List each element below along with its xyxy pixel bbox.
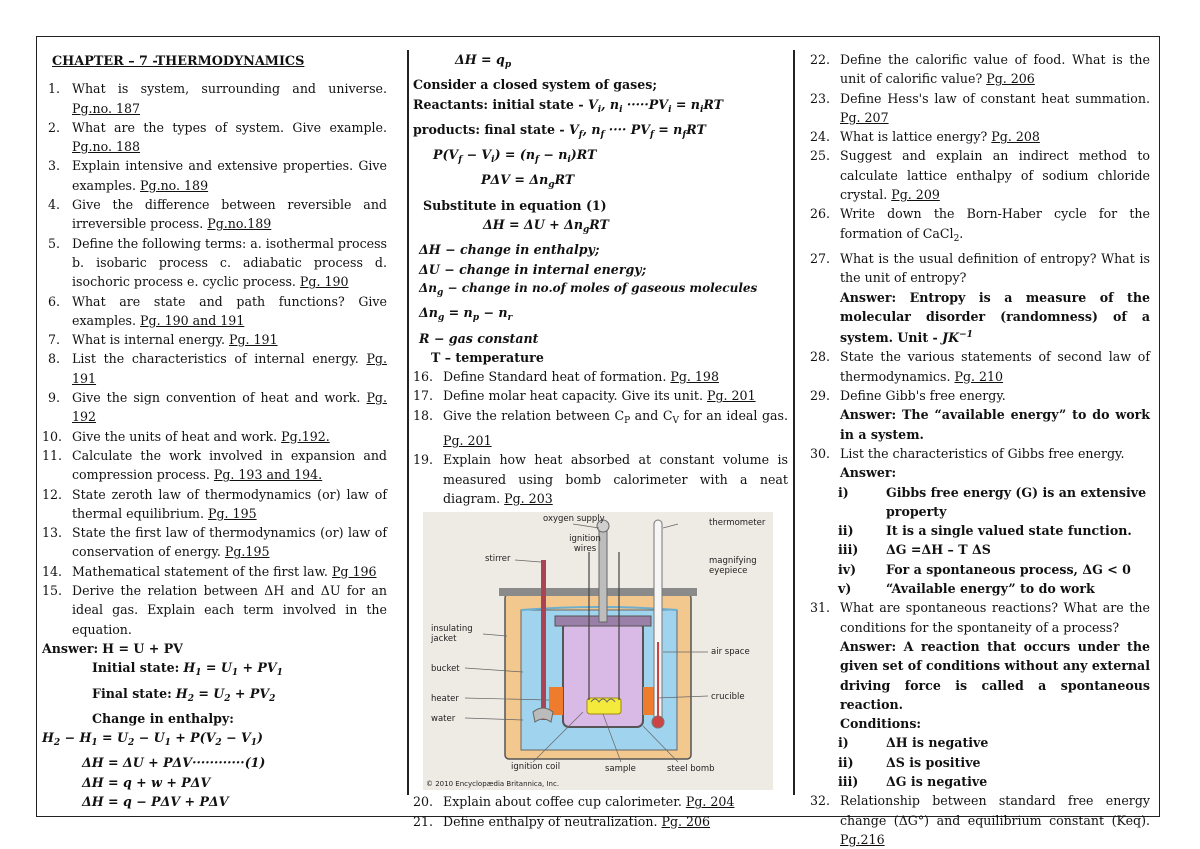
products-line: products: final state - $V_f$, $n_f$ ···· $PV_f = n_fRT$	[413, 121, 706, 140]
page-title: CHAPTER – 7 -THERMODYNAMICS	[52, 54, 305, 69]
question-14: 14. Mathematical statement of the first law. Pg 196	[42, 562, 387, 581]
answer-15	[42, 639, 387, 811]
question-2: 2. What are the types of system. Give example. Pg.no. 188	[48, 119, 387, 155]
page-reference: Pg. 191	[72, 351, 387, 386]
final-state-label: Final state:	[92, 685, 172, 701]
question-number: 2.	[48, 119, 61, 135]
page-reference: Pg. 210	[954, 368, 1004, 384]
question-number: 1.	[48, 81, 61, 97]
page-reference: Pg.no.189	[207, 216, 272, 232]
question-15: 15. Derive the relation between ΔH and ΔU for an ideal gas. Explain each term involved in the equation.	[42, 583, 387, 637]
question-number: 31.	[810, 600, 831, 616]
conditions-label: Conditions:	[840, 716, 922, 732]
question-4: 4. Give the difference between reversible and irreversible process. Pg.no.189	[48, 197, 387, 232]
question-24: 24. What is lattice energy? Pg. 208	[810, 127, 1150, 146]
spontaneity-condition-3: iii) ΔG is negative	[838, 773, 988, 789]
question-21: 21. Define enthalpy of neutralization. Pg. 206	[413, 812, 788, 831]
question-number: 21.	[413, 813, 434, 829]
page-reference: Pg. 206	[986, 71, 1035, 87]
label-oxygen-supply: oxygen supply	[543, 514, 605, 525]
question-22: 22. Define the calorific value of food. What is the unit of calorific value? Pg. 206	[810, 52, 1150, 87]
question-19: 19. Explain how heat absorbed at constant volume is measured using bomb calorimeter with a neat diagram. Pg. 203	[413, 452, 788, 506]
page-reference: Pg. 193 and 194.	[213, 467, 323, 483]
gibbs-characteristic-5: v) “Available energy” to do work	[838, 581, 1095, 597]
question-number: 9.	[48, 390, 61, 406]
question-3: 3. Explain intensive and extensive properties. Give examples. Pg.no. 189	[48, 158, 387, 193]
page-reference: Pg.192.	[281, 428, 330, 444]
question-31: 31. What are spontaneous reactions? What are the conditions for the spontaneity of a process? Answer: A reaction that occurs under the given set of conditions without any external driving force is called a spontaneous reaction. Conditions:	[810, 598, 1150, 733]
label-crucible: crucible	[711, 692, 745, 703]
question-17: 17. Define molar heat capacity. Give its unit. Pg. 201	[413, 386, 788, 405]
question-number: 5.	[48, 235, 61, 251]
eq-3: ΔH = q − PΔV + PΔV	[82, 793, 229, 809]
label-magnifying-eyepiece: magnifying eyepiece	[709, 556, 757, 577]
conditions-list	[810, 733, 1150, 791]
page-reference: Pg. 206	[661, 813, 711, 829]
question-12: 12. State zeroth law of thermodynamics (or) law of thermal equilibrium. Pg. 195	[42, 486, 387, 521]
question-5: 5. Define the following terms: a. isothermal process b. isobaric process c. adiabatic process d. isochoric process e. cyclic process. Pg. 190	[48, 235, 388, 290]
question-number: 6.	[48, 293, 61, 309]
equation-h: H = U + PV	[102, 640, 183, 656]
page-reference: Pg. 204	[685, 794, 735, 810]
question-list-3	[810, 50, 1150, 483]
column-divider-left	[407, 50, 409, 795]
question-number: 27.	[810, 250, 831, 266]
question-10: 10. Give the units of heat and work. Pg.192.	[42, 427, 387, 446]
term-t: T – temperature	[431, 349, 544, 365]
column-1	[42, 50, 387, 811]
page-reference: Pg.195	[224, 544, 270, 560]
column-divider-right	[793, 50, 795, 795]
question-26: 26. Write down the Born-Haber cycle for the formation of CaCl$_2$.	[810, 206, 1150, 244]
question-30: 30. List the characteristics of Gibbs free energy. Answer:	[810, 444, 1150, 483]
question-25: 25. Suggest and explain an indirect method to calculate lattice enthalpy of sodium chloride crystal. Pg. 209	[810, 148, 1150, 203]
label-bucket: bucket	[431, 664, 460, 675]
eq-final-relation: $\Delta H = \Delta U + \Delta n_gRT$	[483, 217, 609, 236]
consider-text: Consider a closed system of gases;	[413, 77, 658, 93]
question-number: 18.	[413, 407, 434, 423]
term-dng-def: $\Delta n_g = n_p - n_r$	[419, 305, 513, 324]
question-list-3c	[810, 791, 1150, 849]
question-number: 26.	[810, 206, 831, 222]
label-air-space: air space	[711, 647, 750, 658]
question-number: 7.	[48, 332, 61, 348]
page-reference: Pg. 191	[229, 332, 278, 348]
label-heater: heater	[431, 694, 459, 705]
eq-final: $H_2 = U_2 + PV_2$	[175, 685, 276, 704]
question-27: 27. What is the usual definition of entropy? What is the unit of entropy? Answer: Entropy is a measure of the molecular disorder (randomness) of a system. Unit - $JK^{-1}$	[810, 249, 1150, 347]
question-number: 23.	[810, 90, 831, 106]
question-number: 29.	[810, 388, 831, 404]
page-reference: Pg. 198	[670, 369, 719, 385]
label-steel-bomb: steel bomb	[667, 764, 715, 775]
page-reference: Pg. 201	[707, 388, 756, 404]
page-reference: Pg. 209	[891, 187, 940, 203]
question-18: 18. Give the relation between $C_P$ and $C_V$ for an ideal gas. Pg. 201	[413, 407, 788, 449]
page-reference: Pg 196	[331, 563, 377, 579]
label-sample: sample	[605, 764, 636, 775]
question-13: 13. State the first law of thermodynamics (or) law of conservation of energy. Pg.195	[42, 525, 387, 560]
question-29: 29. Define Gibb's free energy. Answer: The “available energy” to do work in a system.	[810, 386, 1150, 444]
reactants-line: Reactants: initial state - $V_i$, $n_i \cdot\cdot\cdot\cdot\cdot PV_i = n_iRT$	[413, 96, 724, 115]
page-reference: Pg. 192	[72, 390, 387, 425]
question-number: 24.	[810, 129, 831, 145]
page-reference: Pg.no. 189	[140, 177, 209, 193]
gibbs-characteristic-3: iii) ΔG =ΔH – T ΔS	[838, 542, 991, 558]
eq-initial: $H_1 = U_1 + PV_1$	[183, 660, 283, 679]
term-dh: ΔH − change in enthalpy;	[419, 242, 600, 258]
eq-p: $P(V_f - V_i) = (n_f - n_i)RT$	[433, 147, 597, 166]
page-reference: Pg. 190 and 191	[140, 312, 245, 328]
label-ignition-coil: ignition coil	[511, 762, 561, 773]
answer-31: Answer: A reaction that occurs under the given set of conditions without any external driving force is called a spontaneous reaction.	[840, 638, 1150, 712]
label-thermometer: thermometer	[709, 518, 766, 529]
question-list-2b	[413, 792, 788, 831]
question-8: 8. List the characteristics of internal energy. Pg. 191	[48, 351, 387, 386]
question-number: 8.	[48, 351, 61, 367]
question-1: 1. What is system, surrounding and universe. Pg.no. 187	[48, 81, 387, 116]
question-9: 9. Give the sign convention of heat and work. Pg. 192	[48, 390, 387, 425]
question-list-1	[42, 79, 387, 639]
page-reference: Pg. 190	[299, 274, 349, 290]
label-ignition-wires: ignition wires	[569, 534, 601, 555]
question-number: 16.	[413, 369, 434, 385]
initial-state-label: Initial state:	[92, 660, 180, 676]
question-11: 11. Calculate the work involved in expansion and compression process. Pg. 193 and 194.	[42, 447, 387, 483]
answer-27: Answer: Entropy is a measure of the molecular disorder (randomness) of a system. Unit - $JK^{-1}$	[840, 289, 1150, 346]
question-number: 28.	[810, 349, 831, 365]
question-number: 12.	[42, 486, 63, 502]
question-20: 20. Explain about coffee cup calorimeter. Pg. 204	[413, 792, 788, 811]
question-number: 25.	[810, 148, 831, 164]
question-number: 4.	[48, 197, 61, 213]
question-number: 13.	[42, 525, 63, 541]
question-7: 7. What is internal energy. Pg. 191	[42, 330, 387, 349]
question-number: 10.	[42, 428, 63, 444]
page-reference: Pg. 201	[443, 433, 492, 449]
question-number: 32.	[810, 793, 831, 809]
question-number: 15.	[42, 583, 63, 599]
eq-1: ΔH = ΔU + PΔV············(1)	[82, 755, 266, 771]
question-number: 11.	[42, 447, 63, 463]
substitute-text: Substitute in equation (1)	[423, 197, 607, 213]
spontaneity-condition-1: i) ΔH is negative	[838, 735, 989, 751]
eq-qp: $\Delta H = q_p$	[455, 52, 512, 70]
answer-30-list	[810, 483, 1150, 599]
question-number: 14.	[42, 563, 63, 579]
question-number: 30.	[810, 445, 831, 461]
gibbs-characteristic-1: i) Gibbs free energy (G) is an extensive property	[838, 484, 1147, 519]
page-reference: Pg.216	[840, 831, 885, 847]
gibbs-characteristic-4: iv) For a spontaneous process, ΔG < 0	[838, 561, 1131, 577]
figure-copyright: © 2010 Encyclopædia Britannica, Inc.	[426, 780, 560, 789]
page-reference: Pg. 195	[208, 505, 257, 521]
page-reference: Pg.no. 187	[72, 100, 141, 116]
question-number: 19.	[413, 452, 434, 468]
eq-change: $H_2 - H_1 = U_2 - U_1 + P(V_2 - V_1)$	[42, 730, 263, 749]
question-list-2	[413, 367, 788, 508]
question-number: 17.	[413, 388, 434, 404]
question-number: 3.	[48, 158, 61, 174]
label-water: water	[431, 714, 456, 725]
eq-2: ΔH = q + w + PΔV	[82, 774, 211, 790]
question-list-3b	[810, 598, 1150, 733]
question-32: 32. Relationship between standard free energy change (ΔG°) and equilibrium constant (Keq). Pg.216	[810, 793, 1150, 847]
page-reference: Pg.no. 188	[72, 139, 141, 155]
term-r: R − gas constant	[419, 330, 539, 346]
change-label: Change in enthalpy:	[92, 710, 234, 726]
question-16: 16. Define Standard heat of formation. Pg. 198	[413, 367, 788, 386]
eq-marker: (1)	[244, 755, 266, 771]
label-stirrer: stirrer	[485, 554, 511, 565]
label-insulating-jacket: insulating jacket	[431, 624, 473, 645]
question-6: 6. What are state and path functions? Give examples. Pg. 190 and 191	[48, 293, 387, 328]
question-number: 22.	[810, 52, 831, 67]
page-reference: Pg. 208	[991, 129, 1040, 145]
eq-pdv: $P\Delta V = \Delta n_gRT$	[481, 172, 575, 191]
bomb-calorimeter-diagram	[423, 512, 773, 790]
answer-30-label: Answer:	[840, 465, 897, 481]
column-3	[810, 50, 1150, 849]
spontaneity-condition-2: ii) ΔS is positive	[838, 754, 981, 770]
answer-29: Answer: The “available energy” to do work in a system.	[840, 407, 1150, 442]
answer-label: Answer:	[42, 640, 99, 656]
column-2	[413, 50, 788, 831]
term-dng: $\Delta n_g$ − change in no.of moles of gaseous molecules	[419, 280, 758, 298]
page-reference: Pg. 203	[504, 490, 553, 506]
question-number: 20.	[413, 794, 434, 810]
question-23: 23. Define Hess's law of constant heat summation. Pg. 207	[810, 90, 1150, 125]
gibbs-characteristic-2: ii) It is a single valued state function.	[838, 523, 1132, 539]
question-28: 28. State the various statements of second law of thermodynamics. Pg. 210	[810, 349, 1150, 384]
page-reference: Pg. 207	[840, 109, 889, 125]
term-du: ΔU − change in internal energy;	[419, 261, 647, 277]
